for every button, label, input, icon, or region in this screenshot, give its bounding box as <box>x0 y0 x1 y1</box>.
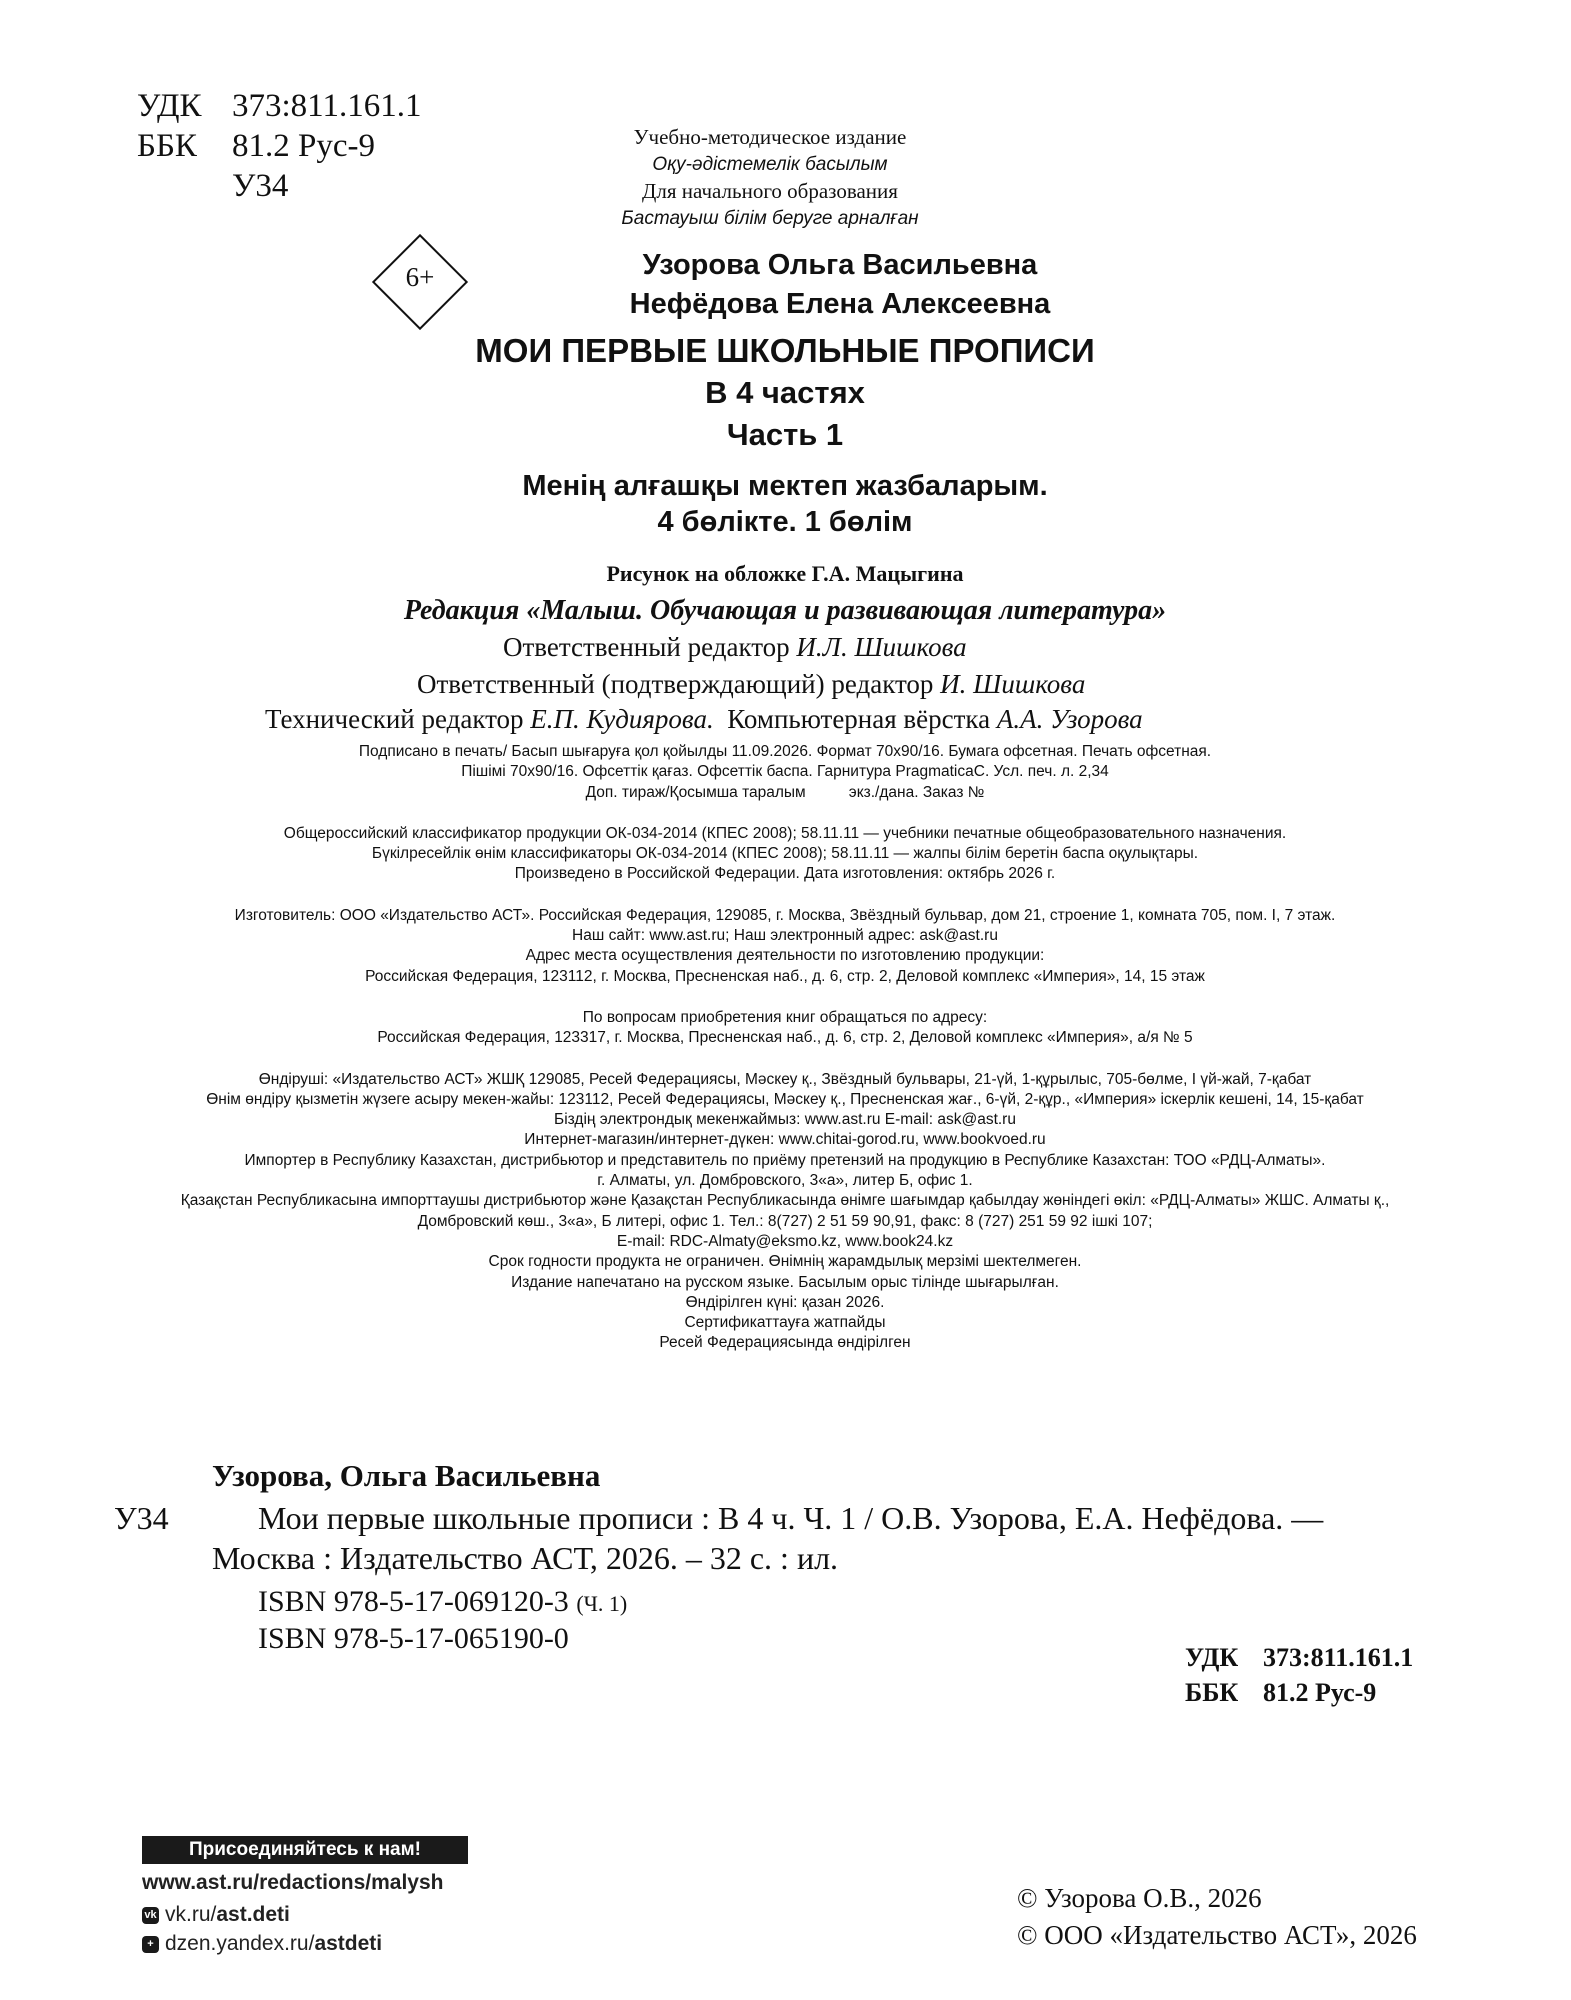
authors <box>480 246 1200 324</box>
confirming-editor-label: Ответственный (подтверждающий) редактор <box>417 669 934 699</box>
author-sign: У34 <box>232 168 289 204</box>
purchase-block <box>120 1008 1450 1049</box>
card-author-sign: У34 <box>114 1500 169 1536</box>
technical-editor <box>265 704 1143 735</box>
edition-type <box>560 124 980 232</box>
imprint-line: Российская Федерация, 123112, г. Москва, Пресненская наб., д. 6, стр. 2, Деловой комплекс «Империя», 14, 15 этаж <box>365 967 1205 985</box>
imprint-line: Ресей Федерациясында өндірілген <box>659 1334 911 1352</box>
edition-kz-level: Бастауыш білім беруге арналған <box>621 208 919 229</box>
vk-link[interactable] <box>142 1903 290 1927</box>
dzen-handle: astdeti <box>314 1932 383 1955</box>
author-1: Узорова Ольга Васильевна <box>642 249 1038 281</box>
vk-icon: vk <box>142 1907 159 1924</box>
library-codes <box>137 86 421 206</box>
imprint-line: Өндіруші: «Издательство АСТ» ЖШҚ 129085, Ресей Федерациясы, Мәскеу қ., Звёздный бульвары, 21-үй, 1-құрылыс, 705-бөлме, I үй-жай, 7-қабат <box>258 1070 1312 1088</box>
editorial-office: Редакция «Малыш. Обучающая и развивающая литература» <box>403 595 1167 626</box>
responsible-editor-name: И.Л. Шишкова <box>796 632 967 662</box>
isbn-1-number: ISBN 978-5-17-069120-3 <box>258 1585 569 1618</box>
responsible-editor-label: Ответственный редактор <box>503 632 790 662</box>
join-us-banner: Присоединяйтесь к нам! <box>142 1836 468 1864</box>
imprint-line: Российская Федерация, 123317, г. Москва, Пресненская наб., д. 6, стр. 2, Деловой комплекс «Империя», а/я № 5 <box>377 1029 1193 1047</box>
imprint-line: Біздің электрондық мекенжаймыз: www.ast.ru E-mail: ask@ast.ru <box>554 1111 1016 1129</box>
imprint-line: Бүкілресейлік өнім классификаторы ОК-034-2014 (КПЕС 2008); 58.11.11 — жалпы білім беретін баспа оқулықтары. <box>371 845 1199 863</box>
card-bbk-label: ББК <box>1185 1678 1239 1707</box>
vk-prefix: vk.ru/ <box>165 1903 217 1926</box>
isbn-set: ISBN 978-5-17-065190-0 <box>258 1622 569 1655</box>
age-rating-text: 6+ <box>405 262 435 292</box>
kz-title-parts: 4 бөлікте. 1 бөлім <box>657 506 913 538</box>
copyright-publisher: © ООО «Издательство АСТ», 2026 <box>1017 1920 1417 1950</box>
imprint-details <box>120 742 1450 1354</box>
imprint-line: Өнім өндіру қызметін жүзеге асыру мекен-жайы: 123112, Ресей Федерациясы, Мәскеу қ., Пресненская жағ., 6-үй, 2-құр., «Империя» іскерлік кешені, 14, 15-қабат <box>206 1090 1364 1108</box>
cover-art-credit: Рисунок на обложке Г.А. Мацыгина <box>606 561 964 586</box>
title-main: МОИ ПЕРВЫЕ ШКОЛЬНЫЕ ПРОПИСИ <box>475 332 1095 369</box>
kz-title <box>330 468 1240 540</box>
imprint-line: Адрес места осуществления деятельности по изготовлению продукции: <box>525 947 1045 965</box>
isbn-part-1 <box>258 1585 627 1619</box>
imprint-line: Өндірілген күні: қазан 2026. <box>685 1293 885 1311</box>
plus-icon: + <box>142 1936 159 1953</box>
kz-block <box>120 1070 1450 1354</box>
manufacturer-block <box>120 906 1450 987</box>
confirming-editor <box>417 669 1085 700</box>
imprint-line: Доп. тираж/Қосымша таралым экз./дана. Заказ № <box>585 783 985 801</box>
edition-ru-level: Для начального образования <box>642 179 898 203</box>
tech-editor-label: Технический редактор <box>265 704 524 734</box>
imprint-line: Срок годности продукта не ограничен. Өнімнің жарамдылық мерзімі шектелмеген. <box>488 1253 1082 1271</box>
imprint-line: Интернет-магазин/интернет-дүкен: www.chitai-gorod.ru, www.bookvoed.ru <box>524 1131 1046 1149</box>
confirming-editor-name: И. Шишкова <box>940 669 1086 699</box>
imprint-line: E-mail: RDC-Almaty@eksmo.kz, www.book24.kz <box>616 1232 954 1250</box>
imprint-line: Общероссийский классификатор продукции ОК-034-2014 (КПЕС 2008); 58.11.11 — учебники печатные общеобразовательного назначения. <box>283 824 1287 842</box>
layout-name: А.А. Узорова <box>996 704 1143 734</box>
imprint-line: Пішімі 70х90/16. Офсеттік қағаз. Офсеттік баспа. Гарнитура PragmaticaC. Усл. печ. л. 2,34 <box>461 763 1109 781</box>
title-parts: В 4 частях <box>705 375 865 410</box>
imprint-line: Домбровский көш., 3«а», Б литері, офис 1. Тел.: 8(727) 2 51 59 90,91, факс: 8 (727) 251 59 92 ішкі 107; <box>417 1212 1153 1230</box>
dzen-link[interactable] <box>142 1932 382 1956</box>
edition-kz-type: Оқу-әдістемелік басылым <box>652 154 888 175</box>
card-udk-label: УДК <box>1185 1643 1239 1672</box>
copyrights <box>1017 1880 1417 1954</box>
edition-ru-type: Учебно-методическое издание <box>633 125 907 149</box>
dzen-prefix: dzen.yandex.ru/ <box>165 1932 315 1955</box>
isbn-1-part: (Ч. 1) <box>576 1591 628 1616</box>
copyright-author: © Узорова О.В., 2026 <box>1017 1883 1262 1913</box>
imprint-line: Импортер в Республику Казахстан, дистрибьютор и представитель по приёму претензий на продукцию в Республике Казахстан: ТОО «РДЦ-Алматы». <box>244 1151 1326 1169</box>
responsible-editor <box>503 632 967 663</box>
kz-title-main: Менің алғашқы мектеп жазбаларым. <box>522 470 1048 502</box>
title-part: Часть 1 <box>726 417 844 452</box>
layout-label: Компьютерная вёрстка <box>727 704 991 734</box>
udk-value: 373:811.161.1 <box>232 88 422 124</box>
imprint-line: Қазақстан Республикасына импорттаушы дистрибьютор және Қазақстан Республикасында өнімге шағымдар қабылдау жөніндегі өкіл: «РДЦ-Алматы» ЖШС. Алматы қ., <box>180 1192 1390 1210</box>
card-bbk-value: 81.2 Рус-9 <box>1263 1678 1377 1707</box>
imprint-line: Изготовитель: ООО «Издательство АСТ». Российская Федерация, 129085, г. Москва, Звёздный бульвар, дом 21, строение 1, комната 705, пом. I, 7 этаж. <box>234 906 1336 924</box>
card-author: Узорова, Ольга Васильевна <box>212 1458 601 1493</box>
card-description-line-1: Мои первые школьные прописи : В 4 ч. Ч. 1 / О.В. Узорова, Е.А. Нефёдова. — <box>258 1500 1324 1536</box>
tech-editor-name: Е.П. Кудиярова. <box>530 704 714 734</box>
classifier-block <box>120 824 1450 885</box>
card-udk-value: 373:811.161.1 <box>1263 1643 1414 1672</box>
author-2: Нефёдова Елена Алексеевна <box>629 288 1051 320</box>
card-library-codes <box>1185 1640 1413 1710</box>
imprint-line: Подписано в печать/ Басып шығаруға қол қойылды 11.09.2026. Формат 70х90/16. Бумага офсетная. Печать офсетная. <box>358 743 1212 760</box>
imprint-line: Произведено в Российской Федерации. Дата изготовления: октябрь 2026 г. <box>514 865 1056 883</box>
bbk-label: ББК <box>137 128 197 164</box>
bbk-value: 81.2 Рус-9 <box>232 128 375 164</box>
imprint-line: г. Алматы, ул. Домбровского, 3«а», литер Б, офис 1. <box>597 1172 973 1190</box>
imprint-line: Издание напечатано на русском языке. Басылым орыс тілінде шығарылған. <box>511 1273 1059 1291</box>
book-title <box>330 330 1240 456</box>
card-description-line-2: Москва : Издательство АСТ, 2026. – 32 с. : ил. <box>212 1540 839 1576</box>
print-block <box>120 742 1450 803</box>
publisher-site-link[interactable]: www.ast.ru/redactions/malysh <box>142 1871 444 1894</box>
udk-label: УДК <box>137 88 202 124</box>
imprint-line: Сертификаттауға жатпайды <box>684 1314 886 1332</box>
vk-handle: ast.deti <box>216 1903 290 1926</box>
imprint-line: По вопросам приобретения книг обращаться по адресу: <box>582 1008 988 1026</box>
imprint-line: Наш сайт: www.ast.ru; Наш электронный адрес: ask@ast.ru <box>572 927 998 945</box>
